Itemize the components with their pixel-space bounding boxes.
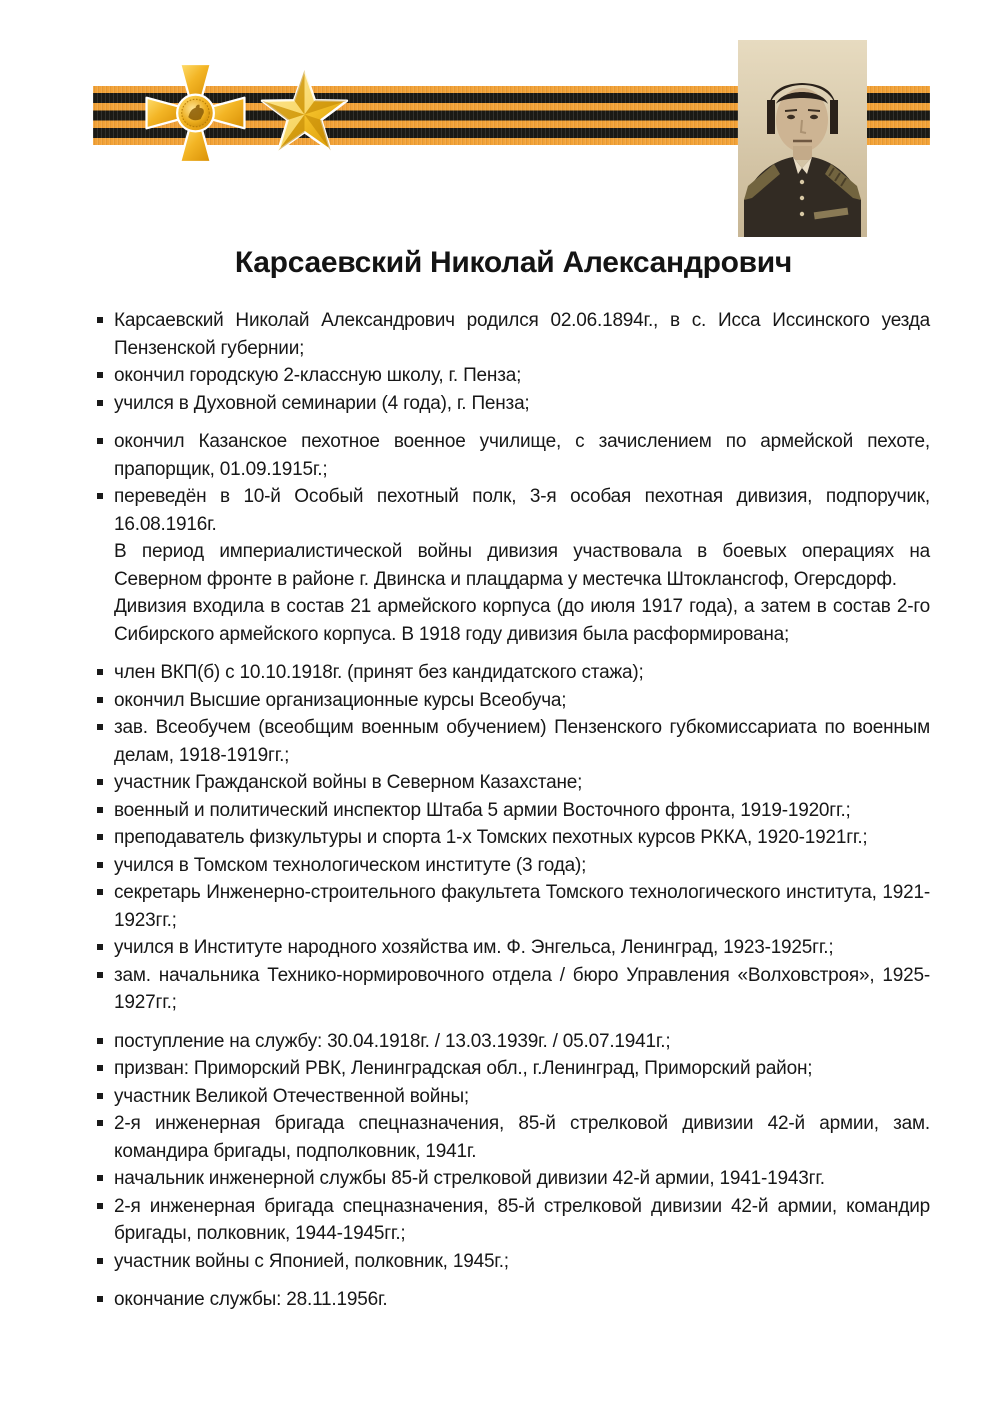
bullet-square-icon xyxy=(97,1286,114,1314)
bullet-square-icon xyxy=(97,852,114,880)
bullet-square-icon xyxy=(97,1055,114,1083)
gold-star-icon xyxy=(258,65,351,165)
list-item-text: преподаватель физкультуры и спорта 1-х Томских пехотных курсов РККА, 1920-1921гг.; xyxy=(114,827,868,848)
list-item-text: 2-я инженерная бригада спецназначения, 85-й стрелковой дивизии 42-й армии, командир бригады, полковник, 1944-1945гг.; xyxy=(114,1195,930,1244)
list-item-text: учился в Духовной семинарии (4 года), г. Пенза; xyxy=(114,392,530,414)
bullet-square-icon xyxy=(97,1028,114,1056)
list-item xyxy=(97,852,930,880)
bullet-spacer xyxy=(97,593,114,648)
list-item-text: призван: Приморский РВК, Ленинградская обл., г.Ленинград, Приморский район; xyxy=(114,1058,813,1079)
bullet-square-icon xyxy=(97,362,114,390)
list-item xyxy=(97,307,930,362)
list-item-text: учился в Институте народного хозяйства им. Ф. Энгельса, Ленинград, 1923-1925гг.; xyxy=(114,937,834,958)
bullet-square-icon xyxy=(97,483,114,538)
list-item xyxy=(97,362,930,390)
bullet-square-icon xyxy=(97,934,114,962)
bullet-group xyxy=(97,1286,930,1314)
bullet-square-icon xyxy=(97,1110,114,1165)
bullet-square-icon xyxy=(97,687,114,715)
list-item xyxy=(97,1083,930,1111)
list-item-text: участник Гражданской войны в Северном Казахстане; xyxy=(114,772,583,793)
bullet-square-icon xyxy=(97,1083,114,1111)
list-item xyxy=(97,593,930,648)
bullet-square-icon xyxy=(97,307,114,362)
list-item-text: зав. Всеобучем (всеобщим военным обучением) Пензенского губкомиссариата по военным делам, 1918-1919гг.; xyxy=(114,717,930,766)
list-item-text: учился в Томском технологическом институте (3 года); xyxy=(114,854,587,876)
bullet-square-icon xyxy=(97,769,114,797)
list-item xyxy=(97,824,930,852)
list-item-text: военный и политический инспектор Штаба 5 армии Восточного фронта, 1919-1920гг.; xyxy=(114,799,851,821)
bullet-spacer xyxy=(97,538,114,593)
bullet-group xyxy=(97,428,930,648)
list-item xyxy=(97,879,930,934)
list-item xyxy=(97,769,930,797)
list-item-text: окончил городскую 2-классную школу, г. Пенза; xyxy=(114,365,522,386)
list-item-text: окончил Высшие организационные курсы Всеобуча; xyxy=(114,689,567,711)
list-item-text: В период империалистической войны дивизия участвовала в боевых операциях на Северном фронте в районе г. Двинска и плацдарма у местечка Штоклансгоф, Огерсдорф. xyxy=(114,541,930,590)
list-item xyxy=(97,1286,930,1314)
bullet-square-icon xyxy=(97,714,114,769)
list-item xyxy=(97,687,930,715)
list-item xyxy=(97,934,930,962)
bullet-square-icon xyxy=(97,1165,114,1193)
bullet-square-icon xyxy=(97,879,114,934)
list-item-text: Карсаевский Николай Александрович родился 02.06.1894г., в с. Исса Иссинского уезда Пензенской губернии; xyxy=(114,310,930,359)
list-item-text: участник войны с Японией, полковник, 1945г.; xyxy=(114,1250,509,1272)
list-item-text: окончил Казанское пехотное военное училище, с зачислением по армейской пехоте, прапорщик, 01.09.1915г.; xyxy=(114,431,930,480)
bullet-group xyxy=(97,307,930,417)
list-item-text: зам. начальника Технико-нормировочного отдела / бюро Управления «Волховстроя», 1925-1927гг.; xyxy=(114,964,930,1013)
bullet-square-icon xyxy=(97,1193,114,1248)
list-item xyxy=(97,428,930,483)
list-item-text: окончание службы: 28.11.1956г. xyxy=(114,1289,388,1310)
list-item-text: переведён в 10-й Особый пехотный полк, 3-я особая пехотная дивизия, подпоручик, 16.08.1916г. xyxy=(114,486,930,535)
bullet-square-icon xyxy=(97,962,114,1017)
list-item xyxy=(97,1055,930,1083)
list-item xyxy=(97,714,930,769)
list-item-text: 2-я инженерная бригада спецназначения, 85-й стрелковой дивизии 42-й армии, зам. командира бригады, подполковник, 1941г. xyxy=(114,1113,930,1162)
portrait-photo xyxy=(738,40,867,237)
biography-content xyxy=(97,307,930,1314)
bullet-square-icon xyxy=(97,390,114,418)
list-item xyxy=(97,1110,930,1165)
list-item-text: участник Великой Отечественной войны; xyxy=(114,1085,470,1107)
page-title: Карсаевский Николай Александрович xyxy=(234,246,793,279)
list-item xyxy=(97,962,930,1017)
list-item-text: поступление на службу: 30.04.1918г. / 13.03.1939г. / 05.07.1941г.; xyxy=(114,1030,671,1052)
list-item xyxy=(97,390,930,418)
george-cross-icon xyxy=(144,62,247,164)
bullet-group xyxy=(97,1028,930,1276)
list-item xyxy=(97,1248,930,1276)
list-item xyxy=(97,659,930,687)
list-item-text: Дивизия входила в состав 21 армейского корпуса (до июля 1917 года), а затем в состав 2-го Сибирского армейского корпуса. В 1918 году дивизия была расформирована; xyxy=(114,596,930,645)
list-item xyxy=(97,1028,930,1056)
list-item-text: секретарь Инженерно-строительного факультета Томского технологического института, 1921-1923гг.; xyxy=(114,882,930,931)
bullet-square-icon xyxy=(97,659,114,687)
list-item xyxy=(97,538,930,593)
bullet-square-icon xyxy=(97,797,114,825)
list-item-text: член ВКП(б) с 10.10.1918г. (принят без кандидатского стажа); xyxy=(114,662,644,683)
bullet-group xyxy=(97,659,930,1017)
list-item xyxy=(97,1193,930,1248)
bullet-square-icon xyxy=(97,824,114,852)
list-item xyxy=(97,797,930,825)
bullet-square-icon xyxy=(97,428,114,483)
bullet-square-icon xyxy=(97,1248,114,1276)
list-item xyxy=(97,483,930,538)
list-item-text: начальник инженерной службы 85-й стрелковой дивизии 42-й армии, 1941-1943гг. xyxy=(114,1168,825,1189)
list-item xyxy=(97,1165,930,1193)
